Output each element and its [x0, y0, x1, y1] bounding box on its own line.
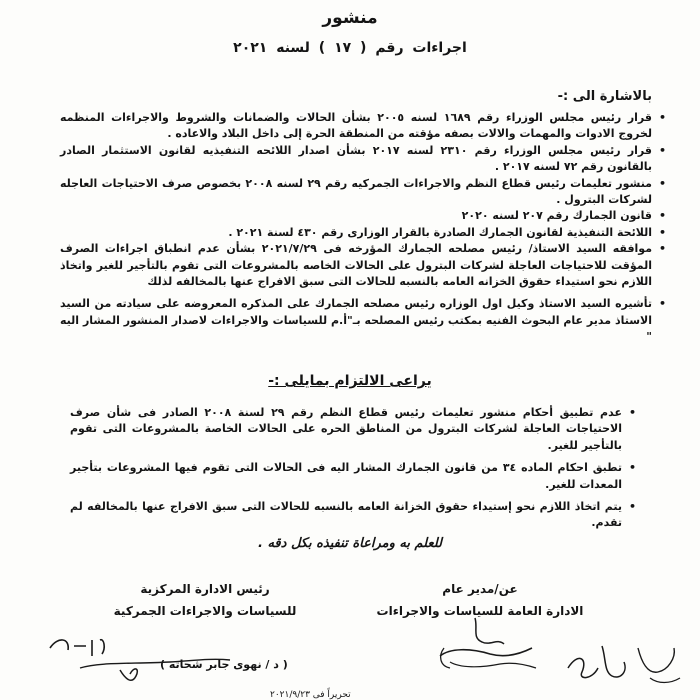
orders-list: [70, 405, 622, 538]
reference-item: • قرار رئيس مجلس الوزراء رقم ٢٣١٠ لسنه ٢٠١٧ بشأن اصدار اللائحه التنفيذيه لقانون الاستثمار الصادر بالقانون رقم ٧٢ لسنه ٢٠١٧ .: [60, 143, 652, 176]
references-list: [60, 110, 652, 346]
reference-item: • اللائحة التنفيذية لقانون الجمارك الصادرة بالقرار الوزارى رقم ٤٣٠ لسنة ٢٠٢١ .: [60, 225, 652, 241]
order-item: • يتم اتخاذ اللازم نحو إستيداء حقوق الخزانة العامه بالنسبه للحالات التى سبق الافراج عنها بالمخالفه لم تقدم.: [70, 499, 622, 532]
addressee-line: بالاشارة الى :-: [557, 89, 652, 104]
handwritten-initials: [558, 628, 688, 692]
signature-title: رئيس الادارة المركزية: [140, 582, 270, 596]
document-title: منشور: [322, 8, 378, 28]
reference-item: • قانون الجمارك رقم ٢٠٧ لسنه ٢٠٢٠: [60, 208, 652, 224]
handwritten-signature-left: [40, 618, 250, 700]
reference-item: • موافقه السيد الاستاذ/ رئيس مصلحه الجمارك المؤرخه فى ٢٠٢١/٧/٢٩ بشأن عدم انطباق اجراءات الصرف المؤقت للاحتياجات العاجلة لشركات البترول على الحالات الخاصه بالمشروعات التى تقوم بالتأجير للغير واتخاذ اللازم نحو استيداء حقوق الخزانه العامه بالنسبه للحالات التى سبق الافراج عنها بالمخالفه لذلك: [60, 241, 652, 290]
document-subtitle: اجراءات رقم ( ١٧ ) لسنه ٢٠٢١: [233, 40, 467, 56]
signatory-name: ( د / نهوى جابر شحاته ): [160, 658, 288, 671]
signature-department: للسياسات والاجراءات الجمركية: [113, 604, 297, 618]
reference-item: • منشور تعليمات رئيس قطاع النظم والاجراءات الجمركيه رقم ٢٩ لسنه ٢٠٠٨ بخصوص صرف الاحتياجات العاجله لشركات البترول .: [60, 176, 652, 209]
signature-block-central-head: [60, 578, 350, 622]
handwritten-signature-right: [420, 608, 550, 678]
signature-title: عن/مدير عام: [442, 582, 518, 596]
issue-date: تحريراً فى ٢٠٢١/٩/٢٣: [270, 690, 351, 700]
orders-heading: يراعى الالتزام بمايلى :-: [268, 373, 432, 389]
closing-line: للعلم به ومراعاة تنفيذه بكل دقه .: [257, 536, 443, 551]
order-item: • تطبق احكام الماده ٣٤ من قانون الجمارك المشار اليه فى الحالات التى تقوم فيها المشروعات بتأجير المعدات للغير.: [70, 460, 622, 493]
reference-item: • قرار رئيس مجلس الوزراء رقم ١٦٨٩ لسنه ٢٠٠٥ بشأن الحالات والضمانات والشروط والاجراءات المنظمه لخروج الادوات والمهمات والالات بصفه مؤقته من المنطقة الحرة إلى داخل البلاد والاعاده .: [60, 110, 652, 143]
order-item: • عدم تطبيق أحكام منشور تعليمات رئيس قطاع النظم رقم ٢٩ لسنة ٢٠٠٨ الصادر فى شأن صرف الاحتياجات العاجلة لشركات البترول من المناطق الحره على الحالات الخاصة بالمشروعات التى تقوم بالتأجير للغير.: [70, 405, 622, 454]
signature-department: الادارة العامة للسياسات والاجراءات: [376, 604, 584, 618]
reference-item: • تأشيره السيد الاستاذ وكيل اول الوزاره رئيس مصلحه الجمارك على المذكره المعروضه على سيادته من السيد الاستاذ مدير عام البحوث الفنيه بمكتب رئيس المصلحه بـ"أ.م للسياسات والاجراءات لاصدار المنشور المشار اليه ": [60, 296, 652, 345]
